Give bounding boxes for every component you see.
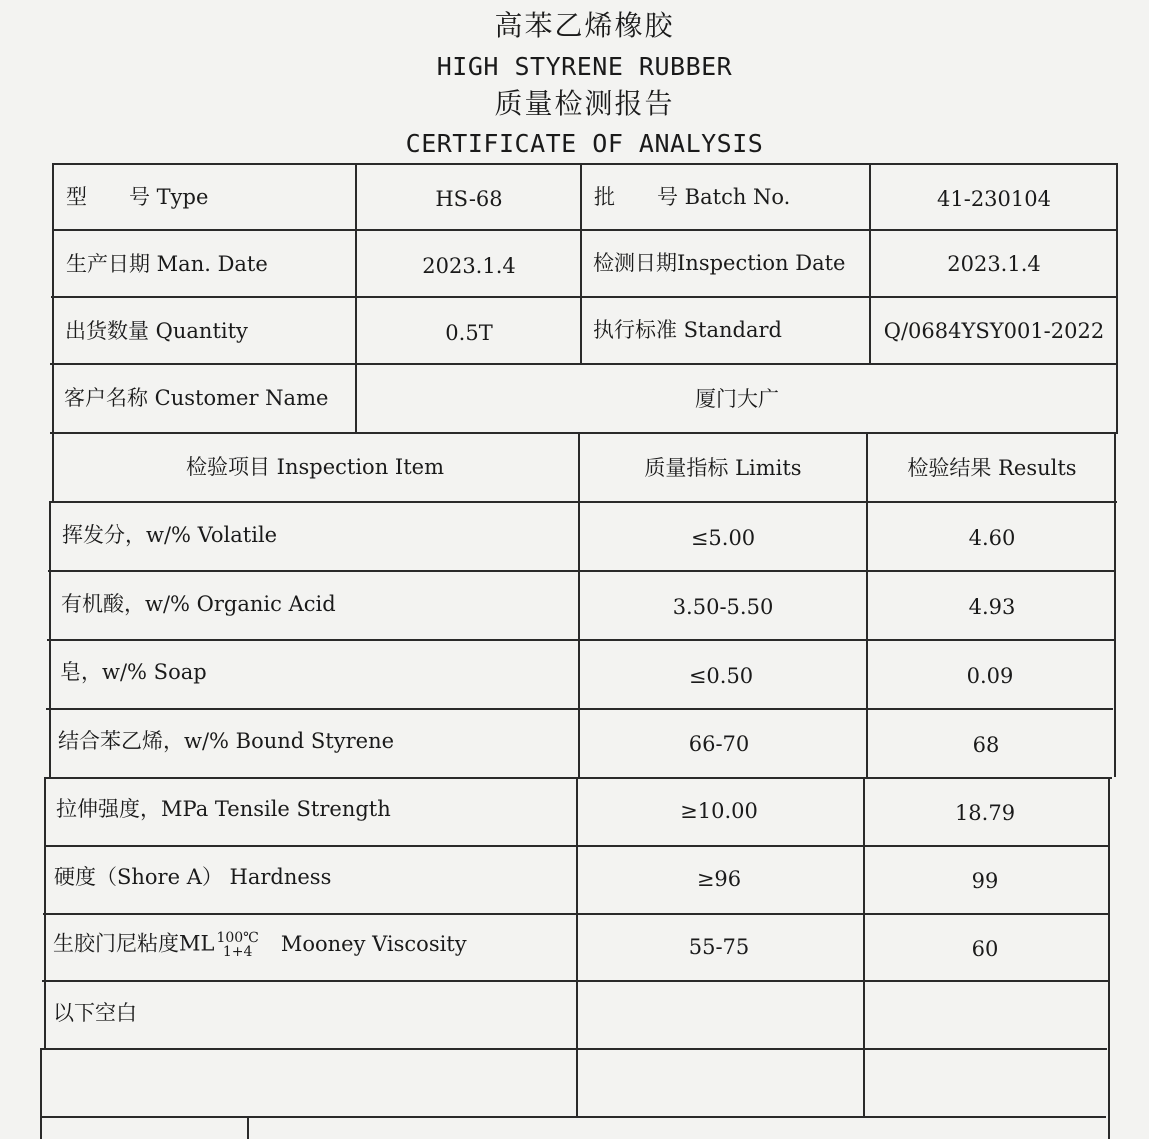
row-divider (51, 296, 1118, 298)
row-item: 拉伸强度，MPa Tensile Strength (56, 797, 391, 821)
header-inspection-item: 检验项目 Inspection Item (186, 455, 444, 479)
row-result: 18.79 (954, 801, 1016, 825)
row-limit: 55-75 (688, 935, 750, 959)
row-item: 挥发分，w/% Volatile (62, 523, 278, 547)
header-limits: 质量指标 Limits (644, 456, 802, 480)
col-divider (355, 163, 357, 433)
report-title-cn: 质量检测报告 (494, 87, 675, 120)
product-title-en: HIGH STYRENE RUBBER (436, 52, 733, 81)
col-divider (580, 163, 582, 363)
row-item: 结合苯乙烯，w/% Bound Styrene (58, 729, 395, 753)
col-divider (869, 163, 871, 363)
quantity-label: 出货数量 Quantity (65, 319, 248, 343)
row-result: 4.93 (968, 595, 1016, 619)
row-divider (45, 777, 1112, 779)
row-divider (40, 1116, 1106, 1118)
inspection-date-label: 检测日期Inspection Date (593, 251, 846, 275)
row-limit: ≥10.00 (680, 799, 758, 823)
row-result: 99 (971, 869, 999, 893)
table-border-right (1116, 163, 1118, 433)
quantity-value: 0.5T (445, 321, 493, 345)
row-divider (42, 980, 1108, 982)
row-divider (41, 1048, 1107, 1050)
row-divider (48, 570, 1116, 572)
table-border-left (49, 501, 51, 777)
row-limit: 66-70 (688, 732, 750, 756)
type-value: HS-68 (435, 187, 503, 211)
row-limit: ≤0.50 (688, 664, 754, 688)
header-results: 检验结果 Results (907, 456, 1077, 480)
row-result: 60 (971, 937, 999, 961)
type-label: 型 号 Type (66, 185, 209, 209)
row-result: 0.09 (966, 664, 1014, 688)
table-border-left (52, 163, 54, 501)
row-divider (47, 639, 1115, 641)
standard-label: 执行标准 Standard (593, 318, 782, 342)
mooney-prefix: 生胶门尼粘度ML (53, 931, 215, 956)
blank-below-note: 以下空白 (53, 1001, 137, 1025)
customer-label: 客户名称 Customer Name (64, 386, 329, 410)
mooney-condition (216, 931, 258, 959)
table-border-top (52, 163, 1118, 165)
row-limit: ≥96 (696, 867, 742, 891)
col-divider (247, 1116, 249, 1139)
row-item: 皂，w/% Soap (60, 660, 207, 684)
mooney-time: 1+4 (222, 944, 253, 960)
batch-value: 41-230104 (937, 187, 1051, 211)
table-border-right (1108, 777, 1110, 1139)
standard-value: Q/0684YSY001-2022 (883, 319, 1105, 343)
row-limit: ≤5.00 (690, 526, 756, 550)
row-divider (49, 501, 1117, 503)
mooney-item (53, 931, 467, 959)
batch-label: 批 号 Batch No. (594, 185, 791, 209)
row-divider (52, 229, 1118, 231)
mooney-suffix: Mooney Viscosity (280, 931, 467, 956)
row-item: 硬度（Shore A） Hardness (54, 865, 332, 889)
row-divider (50, 432, 1118, 434)
row-result: 4.60 (968, 526, 1016, 550)
man-date-label: 生产日期 Man. Date (66, 252, 268, 276)
product-title-cn: 高苯乙烯橡胶 (494, 9, 675, 42)
table-border-left (44, 777, 46, 1048)
row-item: 有机酸，w/% Organic Acid (61, 592, 336, 616)
row-divider (50, 363, 1118, 365)
man-date-value: 2023.1.4 (422, 254, 516, 278)
row-result: 68 (972, 733, 1000, 757)
mooney-temperature: 100℃ (216, 930, 259, 946)
report-title-en: CERTIFICATE OF ANALYSIS (405, 129, 764, 158)
inspection-date-value: 2023.1.4 (947, 252, 1041, 276)
table-border-left (40, 1048, 42, 1139)
row-limit: 3.50-5.50 (672, 595, 774, 619)
customer-value: 厦门大广 (695, 387, 779, 411)
